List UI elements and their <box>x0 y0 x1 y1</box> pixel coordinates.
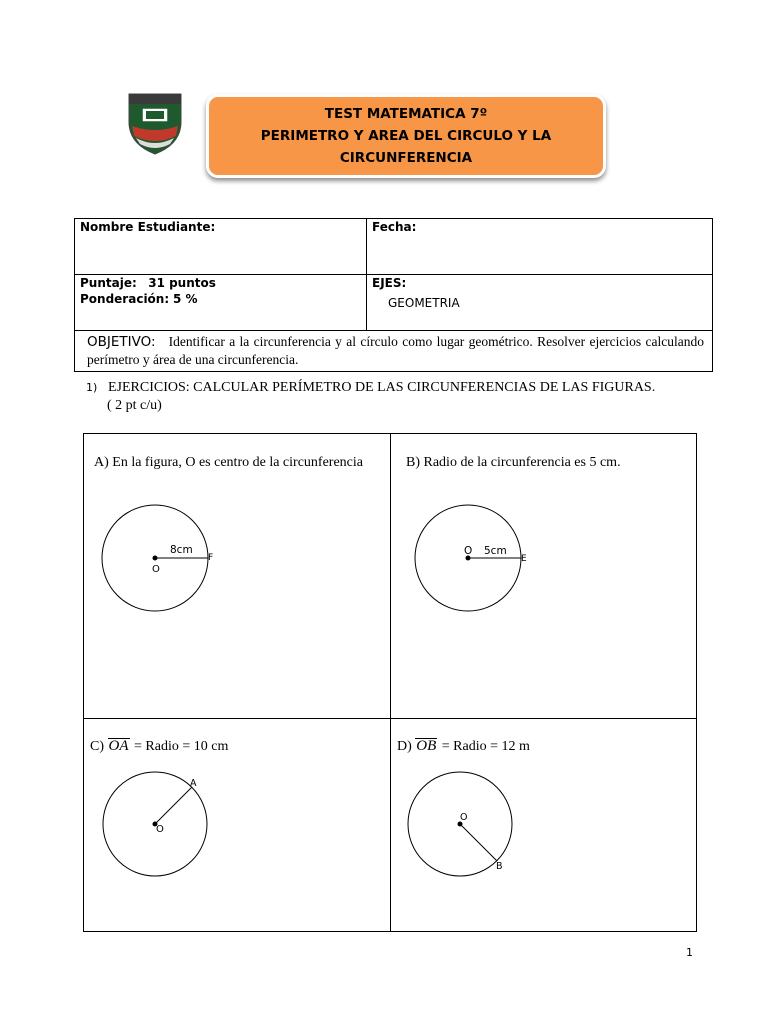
objective-cell <box>75 331 713 372</box>
figure-d-description: = Radio = 12 m <box>438 739 530 754</box>
student-name-cell[interactable] <box>75 219 367 275</box>
date-cell[interactable] <box>367 219 713 275</box>
exercises-heading <box>86 379 706 415</box>
figure-b-point-label: E <box>521 554 527 564</box>
figure-c-segment: OA <box>108 738 129 754</box>
figure-c-text <box>90 738 228 756</box>
figure-b-circle <box>404 498 544 618</box>
figure-b-text: B) Radio de la circunferencia es 5 cm. <box>406 455 621 470</box>
figure-d-circle <box>396 768 536 888</box>
page-number: 1 <box>686 946 693 959</box>
figure-d-text <box>397 738 530 756</box>
figures-grid <box>83 433 697 932</box>
axes-value: GEOMETRIA <box>388 296 460 310</box>
exercise-points: ( 2 pt c/u) <box>107 398 162 413</box>
score-label: Puntaje: <box>80 276 137 290</box>
figure-c-center-label: O <box>156 824 164 835</box>
figure-b-center-label: O <box>464 545 473 557</box>
grid-divider-horizontal <box>84 718 696 719</box>
figure-a-point-label: F <box>208 553 214 563</box>
exercise-number: 1) <box>86 381 98 394</box>
title-line-3: CIRCUNFERENCIA <box>339 150 473 166</box>
figure-c-point-label: A <box>190 778 197 789</box>
test-title-banner <box>206 94 606 178</box>
figure-c-description: = Radio = 10 cm <box>130 739 229 754</box>
objective-label: OBJETIVO: <box>87 334 156 350</box>
figure-a-text: A) En la figura, O es centro de la circunferencia <box>94 455 363 470</box>
score-cell <box>75 275 367 331</box>
date-label: Fecha: <box>372 220 417 234</box>
student-name-label: Nombre Estudiante: <box>80 220 216 234</box>
title-line-1: TEST MATEMATICA 7º <box>324 106 488 122</box>
figure-d-point-label: B <box>496 861 503 872</box>
axes-cell <box>367 275 713 331</box>
objective-text: Identificar a la circunferencia y al círculo como lugar geométrico. Resolver ejercicios calculando perímetro y área de una circunferencia. <box>87 334 704 367</box>
weight-label: Ponderación: <box>80 292 170 306</box>
axes-label: EJES: <box>372 276 407 290</box>
figure-d-segment: OB <box>416 738 437 754</box>
figure-a-radius-label: 8cm <box>170 544 193 556</box>
figure-d-prefix: D) <box>397 739 412 754</box>
grid-divider-vertical <box>390 434 391 931</box>
figure-c-prefix: C) <box>90 739 104 754</box>
figure-a-center-label: O <box>152 564 160 575</box>
exercise-title: EJERCICIOS: CALCULAR PERÍMETRO DE LAS CIRCUNFERENCIAS DE LAS FIGURAS. <box>108 380 656 395</box>
school-shield-logo-icon <box>126 92 184 156</box>
weight-value: 5 % <box>172 292 198 306</box>
student-info-table <box>74 218 713 372</box>
figure-b-radius-label: 5cm <box>484 545 507 557</box>
figure-c-circle <box>94 768 234 888</box>
figure-a-circle <box>94 498 234 618</box>
figure-d-center-label: O <box>460 812 468 823</box>
score-value: 31 puntos <box>148 276 216 290</box>
title-line-2: PERIMETRO Y AREA DEL CIRCULO Y LA <box>260 128 552 144</box>
